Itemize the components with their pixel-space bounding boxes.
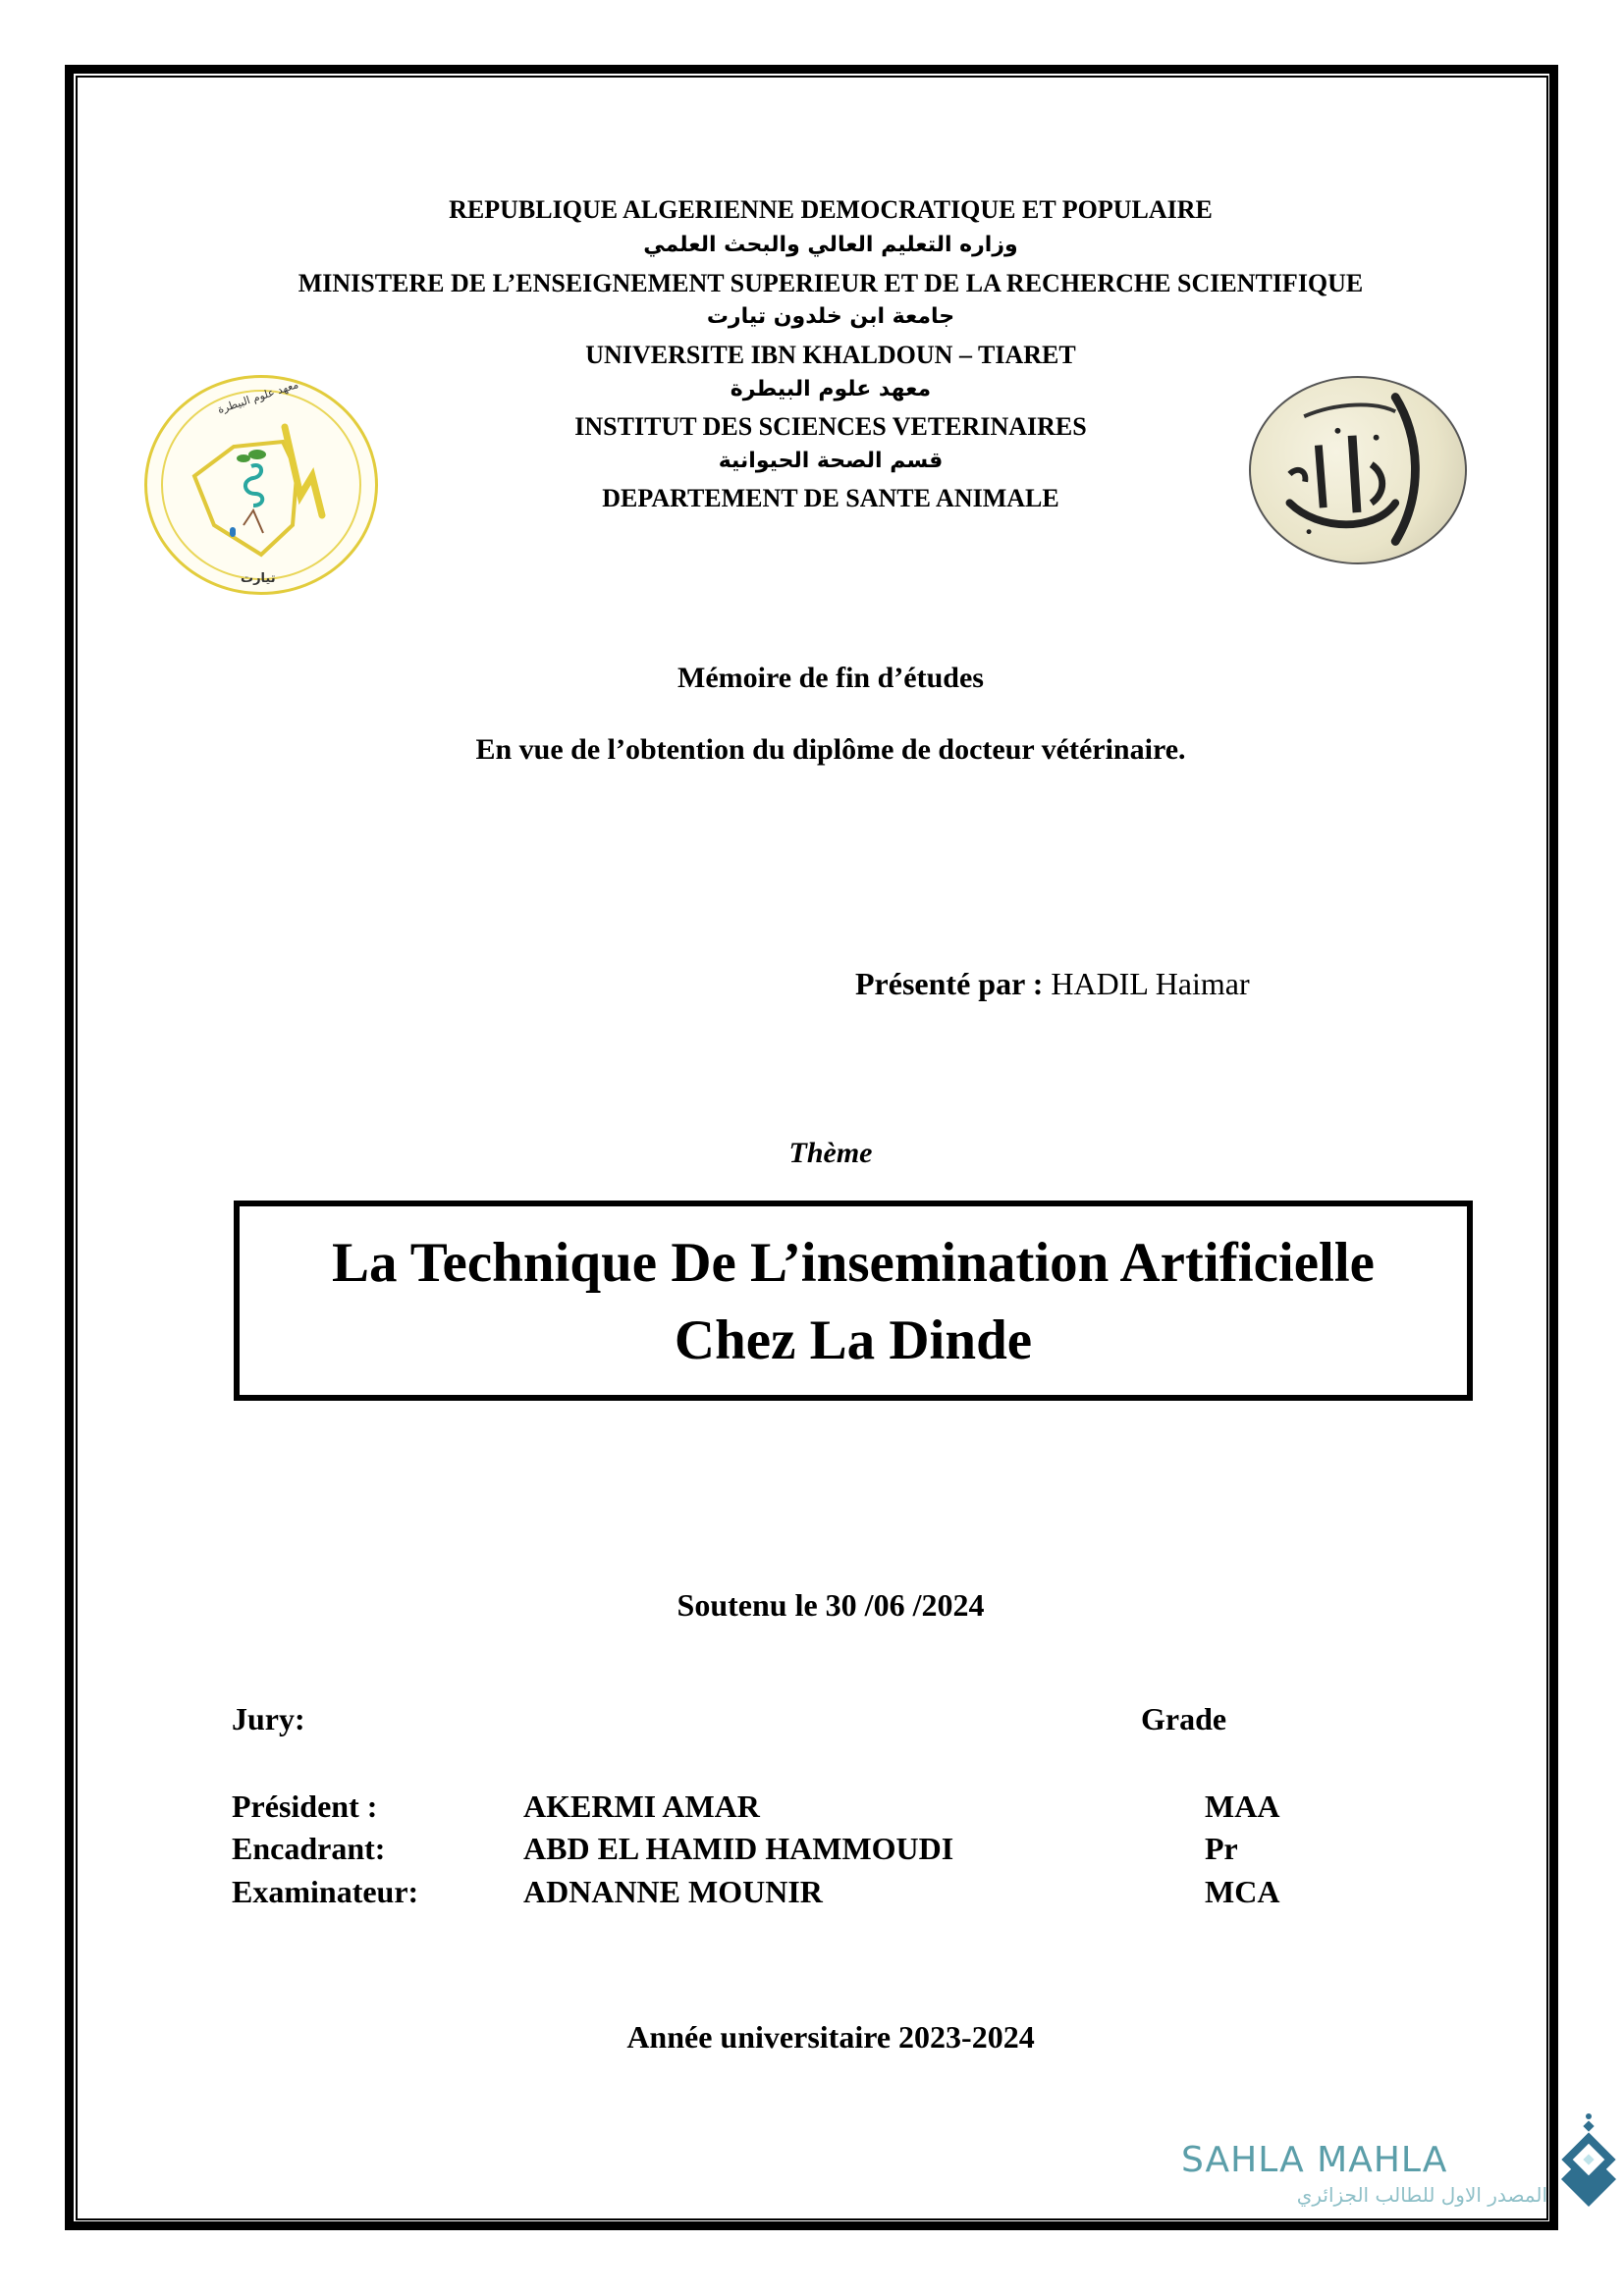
student-name: HADIL Haimar bbox=[1051, 966, 1250, 1001]
jury-grade-supervisor: Pr bbox=[1205, 1831, 1238, 1866]
logo-left-bottom-text: تيارت bbox=[241, 571, 276, 586]
presented-by bbox=[855, 968, 1250, 999]
header-ministry-ar: وزاره التعليم العالي والبحث العلمي bbox=[643, 233, 1018, 257]
jury-name-supervisor: ABD EL HAMID HAMMOUDI bbox=[523, 1831, 954, 1866]
jury-role-examiner: Examinateur: bbox=[232, 1874, 419, 1909]
header-university: UNIVERSITE IBN KHALDOUN – TIARET bbox=[585, 341, 1076, 369]
sahla-mahla-logo-icon bbox=[1551, 2110, 1624, 2218]
defense-date: Soutenu le 30 /06 /2024 bbox=[677, 1587, 985, 1623]
thesis-title-line2: Chez La Dinde bbox=[674, 1309, 1033, 1371]
jury-name-examiner: ADNANNE MOUNIR bbox=[523, 1874, 823, 1909]
header-institute: INSTITUT DES SCIENCES VETERINAIRES bbox=[574, 412, 1087, 441]
header-department: DEPARTEMENT DE SANTE ANIMALE bbox=[602, 484, 1059, 512]
header-department-ar: قسم الصحة الحيوانية bbox=[718, 449, 944, 473]
institute-logo bbox=[144, 375, 378, 595]
memoire-title: Mémoire de fin d’études bbox=[677, 662, 984, 694]
thesis-title-line1: La Technique De L’insemination Artificielle bbox=[332, 1232, 1375, 1294]
header-republic: REPUBLIQUE ALGERIENNE DEMOCRATIQUE ET POPULAIRE bbox=[449, 195, 1213, 224]
jury-role-supervisor: Encadrant: bbox=[232, 1831, 386, 1866]
header-ministry: MINISTERE DE L’ENSEIGNEMENT SUPERIEUR ET DE LA RECHERCHE SCIENTIFIQUE bbox=[298, 269, 1364, 297]
jury-role-president: Président : bbox=[232, 1789, 378, 1824]
jury-name-president: AKERMI AMAR bbox=[523, 1789, 760, 1824]
grade-label: Grade bbox=[1141, 1701, 1227, 1736]
watermark-title: SAHLA MAHLA bbox=[1181, 2140, 1448, 2180]
logo-left-top-text: معهد علوم البيطرة bbox=[216, 378, 300, 416]
jury-label: Jury: bbox=[232, 1701, 305, 1736]
thesis-title-box bbox=[234, 1201, 1473, 1401]
memoire-subtitle: En vue de l’obtention du diplôme de docteur vétérinaire. bbox=[475, 733, 1186, 766]
presented-by-label: Présenté par : bbox=[855, 966, 1044, 1001]
jury-grade-president: MAA bbox=[1205, 1789, 1280, 1824]
academic-year: Année universitaire 2023-2024 bbox=[626, 2019, 1035, 2055]
header-university-ar: جامعة ابن خلدون تيارت bbox=[706, 304, 955, 329]
jury-grade-examiner: MCA bbox=[1205, 1874, 1280, 1909]
watermark-subtitle: المصدر الاول للطالب الجزائري bbox=[1296, 2183, 1547, 2207]
header-institute-ar: معهد علوم البيطرة bbox=[730, 377, 932, 401]
theme-label: Thème bbox=[788, 1137, 873, 1169]
